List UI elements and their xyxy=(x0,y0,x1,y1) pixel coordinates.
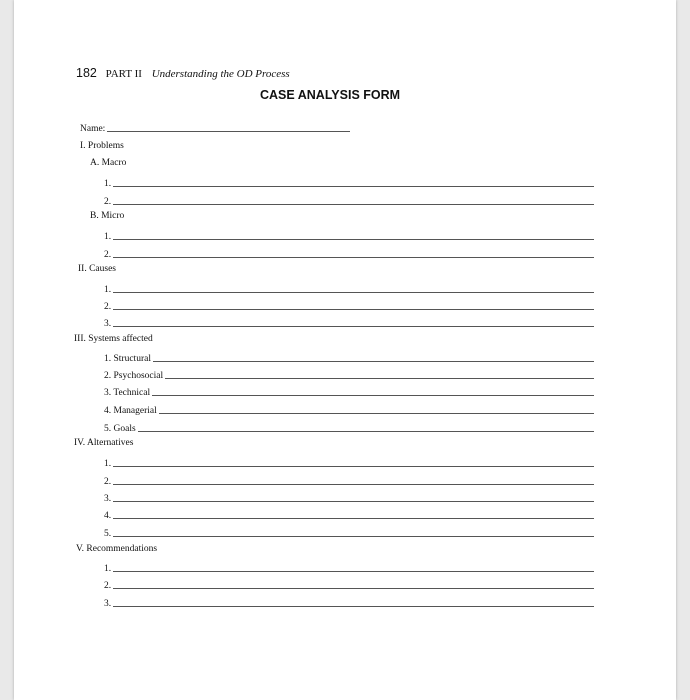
answer-line[interactable] xyxy=(152,395,594,396)
micro-item-2[interactable] xyxy=(104,246,594,260)
part-label: PART II xyxy=(105,68,142,80)
item-number: 5. xyxy=(104,529,112,539)
answer-line[interactable] xyxy=(113,239,594,240)
answer-line[interactable] xyxy=(113,484,594,485)
item-number: 1. xyxy=(104,564,112,574)
recommendations-heading: V. Recommendations xyxy=(76,544,158,554)
item-number: 3. xyxy=(104,494,112,504)
item-number: 4. xyxy=(104,511,112,521)
answer-line[interactable] xyxy=(165,378,594,379)
systems-item-psychosocial[interactable] xyxy=(104,367,594,381)
item-number: 3. xyxy=(104,599,112,609)
answer-line[interactable] xyxy=(153,361,594,362)
systems-item-goals[interactable] xyxy=(104,420,594,434)
macro-item-2[interactable] xyxy=(104,193,594,207)
part-subtitle: Understanding the OD Process xyxy=(151,68,290,80)
causes-heading: II. Causes xyxy=(78,264,116,274)
recommendations-item-2[interactable] xyxy=(104,577,594,591)
causes-item-1[interactable] xyxy=(104,281,594,295)
causes-item-2[interactable] xyxy=(104,298,594,312)
item-number: 1. xyxy=(104,232,112,242)
item-number: 1. xyxy=(104,179,112,189)
micro-item-1[interactable] xyxy=(104,228,594,242)
recommendations-item-3[interactable] xyxy=(104,595,594,609)
alternatives-item-5[interactable] xyxy=(104,525,594,539)
name-underline[interactable] xyxy=(107,131,350,132)
alternatives-item-2[interactable] xyxy=(104,473,594,487)
answer-line[interactable] xyxy=(113,326,594,327)
answer-line[interactable] xyxy=(113,257,594,258)
item-number: 2. xyxy=(104,302,112,312)
answer-line[interactable] xyxy=(113,186,594,187)
item-number: 2. xyxy=(104,250,112,260)
name-field[interactable] xyxy=(80,120,350,134)
answer-line[interactable] xyxy=(113,606,594,607)
alternatives-heading: IV. Alternatives xyxy=(74,438,134,448)
item-number: 1. xyxy=(104,459,112,469)
recommendations-item-1[interactable] xyxy=(104,560,594,574)
item-number: 3. xyxy=(104,319,112,329)
item-label: 2. Psychosocial xyxy=(104,371,164,381)
alternatives-item-1[interactable] xyxy=(104,455,594,469)
problems-heading: I. Problems xyxy=(80,141,124,151)
item-label: 1. Structural xyxy=(104,354,151,364)
systems-item-structural[interactable] xyxy=(104,350,594,364)
item-label: 4. Managerial xyxy=(104,406,157,416)
answer-line[interactable] xyxy=(113,466,594,467)
answer-line[interactable] xyxy=(113,536,594,537)
alternatives-item-4[interactable] xyxy=(104,507,594,521)
page-header xyxy=(76,66,290,80)
form-page xyxy=(14,0,676,700)
systems-heading: III. Systems affected xyxy=(74,334,153,344)
item-label: 3. Technical xyxy=(104,388,151,398)
macro-item-1[interactable] xyxy=(104,175,594,189)
answer-line[interactable] xyxy=(113,204,594,205)
causes-item-3[interactable] xyxy=(104,315,594,329)
alternatives-item-3[interactable] xyxy=(104,490,594,504)
macro-heading: A. Macro xyxy=(90,158,127,168)
answer-line[interactable] xyxy=(159,413,594,414)
item-number: 2. xyxy=(104,477,112,487)
answer-line[interactable] xyxy=(113,501,594,502)
micro-heading: B. Micro xyxy=(90,211,125,221)
answer-line[interactable] xyxy=(113,309,594,310)
item-number: 2. xyxy=(104,197,112,207)
page-number: 182 xyxy=(76,66,97,80)
answer-line[interactable] xyxy=(138,431,594,432)
answer-line[interactable] xyxy=(113,588,594,589)
answer-line[interactable] xyxy=(113,518,594,519)
answer-line[interactable] xyxy=(113,571,594,572)
answer-line[interactable] xyxy=(113,292,594,293)
systems-item-technical[interactable] xyxy=(104,384,594,398)
systems-item-managerial[interactable] xyxy=(104,402,594,416)
form-title: CASE ANALYSIS FORM xyxy=(260,88,401,102)
item-label: 5. Goals xyxy=(104,424,136,434)
item-number: 2. xyxy=(104,581,112,591)
name-label: Name: xyxy=(80,124,106,134)
item-number: 1. xyxy=(104,285,112,295)
